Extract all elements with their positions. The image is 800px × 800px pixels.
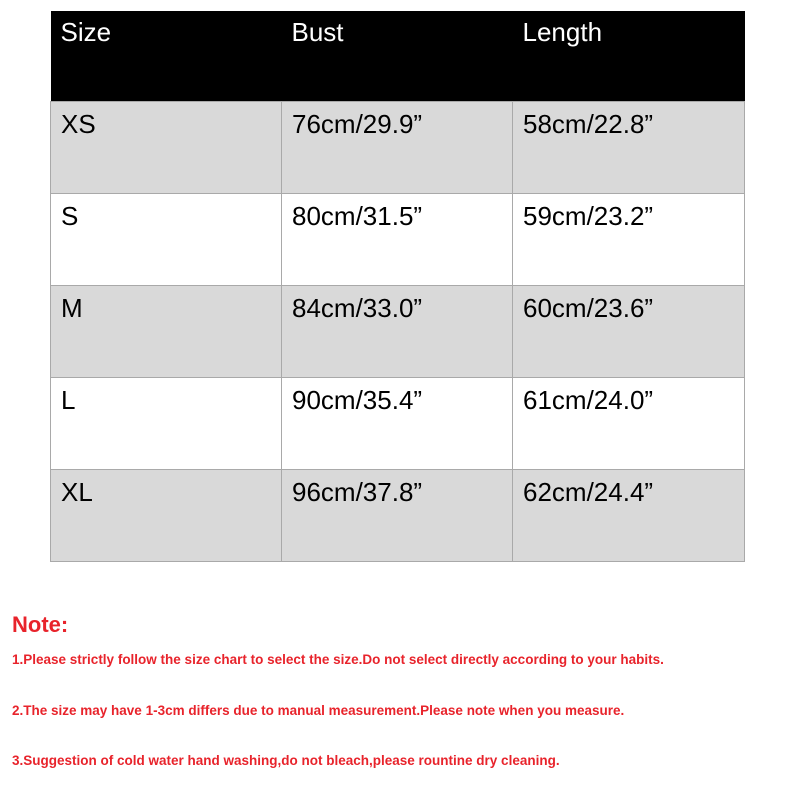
length-cell: 59cm/23.2” [513, 193, 745, 285]
length-cell: 60cm/23.6” [513, 285, 745, 377]
bust-cell: 76cm/29.9” [282, 101, 513, 193]
size-cell: L [51, 377, 282, 469]
table-row [51, 377, 745, 469]
table-row [51, 193, 745, 285]
header-size: Size [51, 11, 282, 101]
note-title: Note: [12, 612, 69, 637]
length-cell: 61cm/24.0” [513, 377, 745, 469]
note-line-3: 3.Suggestion of cold water hand washing,do not bleach,please rountine dry cleaning. [12, 753, 560, 768]
length-cell: 62cm/24.4” [513, 469, 745, 561]
header-bust: Bust [282, 11, 513, 101]
length-cell: 58cm/22.8” [513, 101, 745, 193]
bust-cell: 80cm/31.5” [282, 193, 513, 285]
bust-cell: 84cm/33.0” [282, 285, 513, 377]
bust-cell: 90cm/35.4” [282, 377, 513, 469]
header-length: Length [513, 11, 745, 101]
table-header-row [51, 11, 745, 101]
table-row [51, 469, 745, 561]
notes-section [12, 612, 792, 768]
size-cell: S [51, 193, 282, 285]
table-row [51, 101, 745, 193]
note-line-1: 1.Please strictly follow the size chart to select the size.Do not select directly according to your habits. [12, 652, 664, 667]
size-chart-table [50, 11, 745, 562]
size-cell: XL [51, 469, 282, 561]
size-cell: M [51, 285, 282, 377]
bust-cell: 96cm/37.8” [282, 469, 513, 561]
note-line-2: 2.The size may have 1-3cm differs due to manual measurement.Please note when you measure. [12, 703, 625, 718]
size-cell: XS [51, 101, 282, 193]
table-row [51, 285, 745, 377]
